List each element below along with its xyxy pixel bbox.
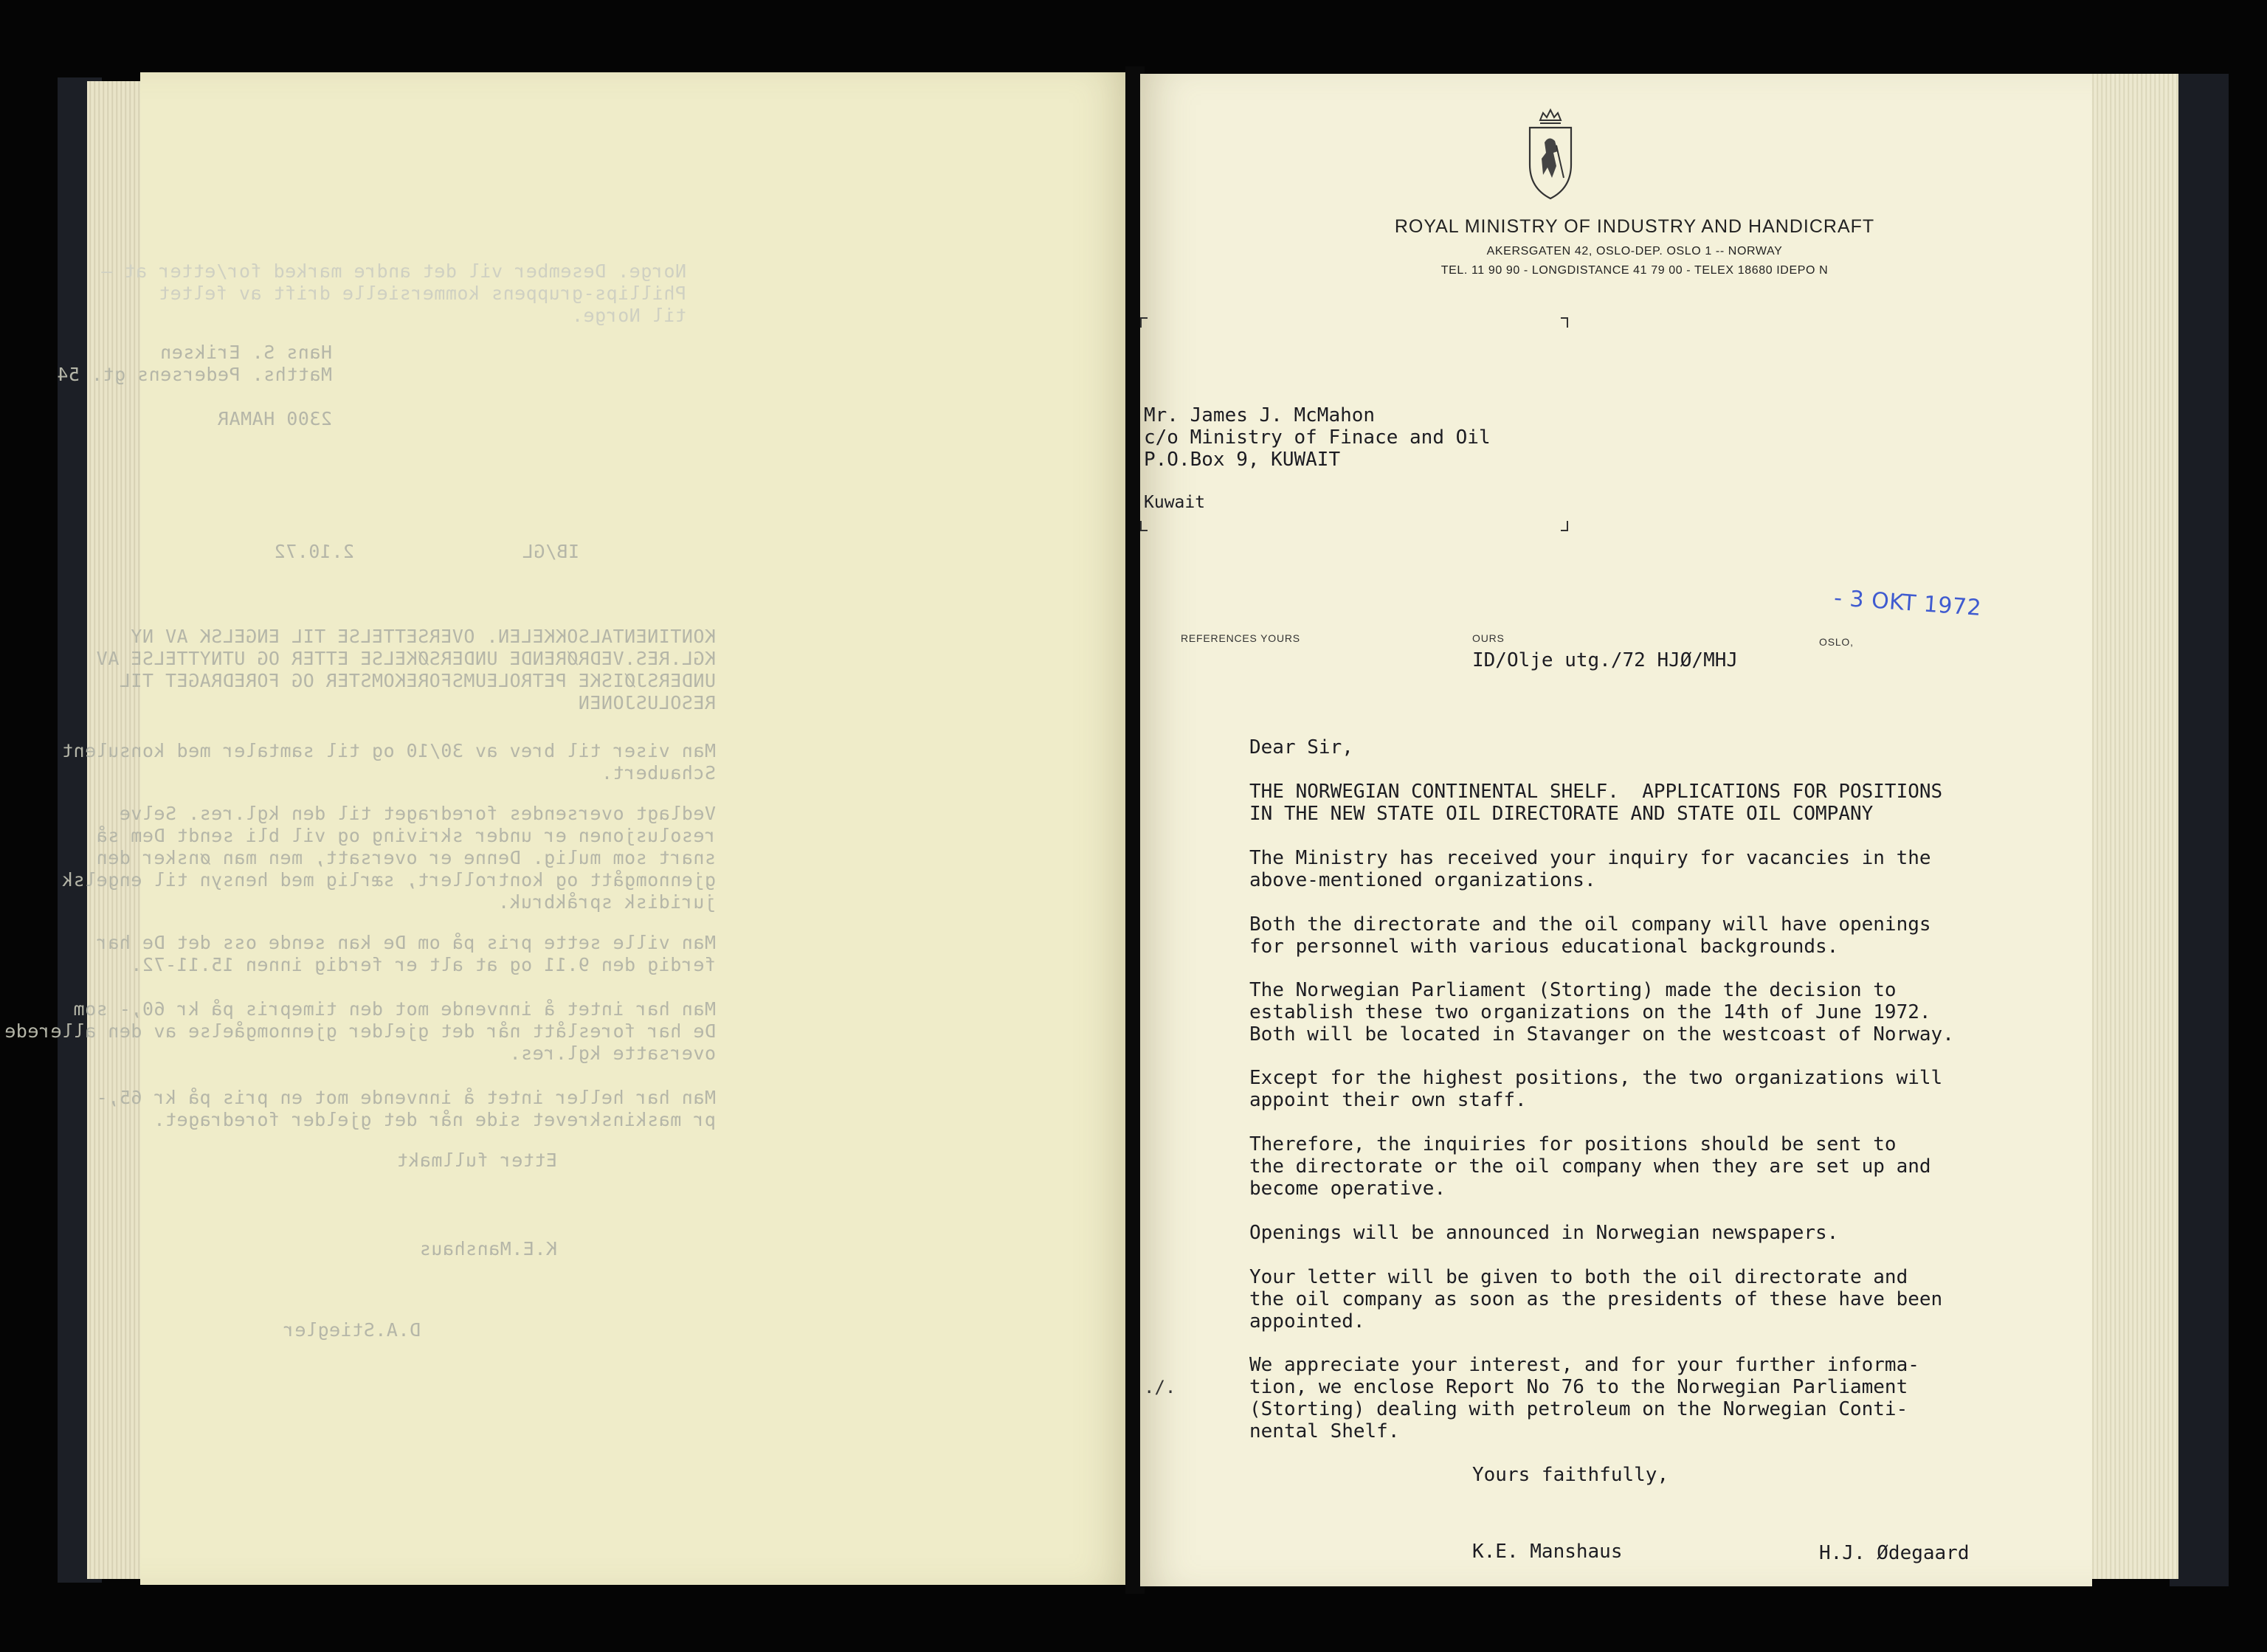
closing: Yours faithfully, [1472, 1464, 1669, 1486]
paragraph-4: Except for the highest positions, the two organizations will appoint their own staff. [1249, 1067, 1943, 1111]
ministry-phone: TEL. 11 90 90 - LONGDISTANCE 41 79 00 - TELEX 18680 IDEPO N [1440, 264, 1829, 277]
paragraph-7: Your letter will be given to both the oil directorate and the oil company as soon as the presidents of these have been appointed. [1249, 1266, 1943, 1333]
subject-line-1: THE NORWEGIAN CONTINENTAL SHELF. APPLICATIONS FOR POSITIONS [1249, 781, 1943, 803]
bleed-para4: Man har intet å innvende mot den timepris på kr 60,- som De har foreslått når det gjelder gjennomgåelse av den allerede oversatte kgl.res. [4, 998, 716, 1064]
salutation: Dear Sir, [1249, 736, 1353, 758]
ministry-name: ROYAL MINISTRY OF INDUSTRY AND HANDICRAFT [1394, 216, 1875, 237]
bleed-para3: Man ville sette pris på om De kan sende oss det De har ferdig den 9.11 og at alt er ferdig innen 15.11-72. [96, 932, 716, 975]
bleed-ref: IB/GL [522, 541, 579, 562]
place-label: OSLO, [1819, 636, 1854, 648]
paragraph-8: We appreciate your interest, and for your further informa- tion, we enclose Report No 76 to the Norwegian Parliament (Storting) dealing with petroleum on the Norwegian Conti- nental Shelf. [1249, 1354, 1919, 1442]
enclosure-mark: ./. [1144, 1377, 1176, 1397]
right-page [1140, 74, 2092, 1586]
references-yours-label: REFERENCES YOURS [1181, 632, 1300, 644]
bleed-through-text [4, 72, 1129, 1585]
signer-1: K.E. Manshaus [1472, 1541, 1623, 1563]
paragraph-1: The Ministry has received your inquiry for vacancies in the above-mentioned organizations. [1249, 847, 1931, 891]
left-page [4, 72, 1129, 1585]
address-corner-tr [1561, 317, 1568, 328]
ministry-address: AKERSGATEN 42, OSLO-DEP. OSLO 1 -- NORWAY [1486, 245, 1783, 258]
bleed-recipient: Hans S. Eriksen Matths. Pedersens gt. 54 2300 HAMAR [56, 342, 332, 429]
paragraph-5: Therefore, the inquiries for positions should be sent to the directorate or the oil company when they are set up and become operative. [1249, 1133, 1931, 1200]
bleed-para2: Vedlagt oversendes foredraget til den kgl.res. Selve resolusjonen er under skriving og vil bli sendt Dem så snart som mulig. Denne er oversatt, men man ønsker den gjennomgått og kontrollert, særlig med hensyn til engelsk juridisk språkbruk. [61, 803, 716, 913]
letter [1140, 74, 2092, 1586]
bleed-header: Norge. Desember vil det andre marked for/etter at — Phillips-gruppens kommersielle drift av feltet til Norge. [100, 260, 686, 326]
bleed-sign2: D.A.Stiegler [283, 1319, 421, 1341]
coat-of-arms-icon [1524, 107, 1577, 203]
signer-2: H.J. Ødegaard [1819, 1542, 1970, 1564]
bleed-para1: Man viser til brev av 30/10 og til samtaler med konsulent Schaubert. [61, 740, 716, 784]
bleed-sign1: K.E.Manshaus [419, 1238, 557, 1259]
references-ours-label: OURS [1472, 632, 1505, 644]
bleed-subject: KONTINENTALSOKKELEN. OVERSETTELSE TIL ENGELSK AV NY KGL.RES.VEDRØRENDE UNDERSØKELSE ETTER OG UTNYTTELSE AV UNDERSJØISKE PETROLEUMSFOREKOMSTER OG FOREDRAGET TIL RESOLUSJONEN [96, 626, 716, 713]
address-corner-tl [1140, 317, 1148, 328]
recipient-line-4: Kuwait [1144, 493, 1206, 512]
binder-cover-right [2170, 74, 2229, 1586]
paragraph-2: Both the directorate and the oil company will have openings for personnel with various educational backgrounds. [1249, 913, 1931, 958]
page-stack-right [2081, 74, 2178, 1579]
recipient-line-2: c/o Ministry of Finace and Oil [1144, 426, 1491, 449]
subject-line-2: IN THE NEW STATE OIL DIRECTORATE AND STATE OIL COMPANY [1249, 803, 1874, 825]
date-stamp: - 3 OKT 1972 [1833, 585, 1983, 621]
recipient-line-3: P.O.Box 9, KUWAIT [1144, 449, 1341, 471]
address-corner-br [1561, 521, 1568, 531]
paragraph-3: The Norwegian Parliament (Storting) made the decision to establish these two organizations on the 14th of June 1972. Both will be located in Stavanger on the westcoast of Norway. [1249, 979, 1954, 1046]
recipient-line-1: Mr. James J. McMahon [1144, 404, 1376, 426]
paragraph-6: Openings will be announced in Norwegian newspapers. [1249, 1222, 1839, 1244]
bleed-date: 2.10.72 [274, 541, 354, 562]
references-ours-value: ID/Olje utg./72 HJØ/MHJ [1472, 649, 1739, 671]
bleed-closing: Etter fullmakt [396, 1150, 557, 1171]
bleed-para5: Man har heller intet å innvende mot en pris på kr 65,- pr maskinskrevet side når det gjelder foredraget. [96, 1087, 716, 1130]
address-corner-bl [1140, 521, 1148, 531]
